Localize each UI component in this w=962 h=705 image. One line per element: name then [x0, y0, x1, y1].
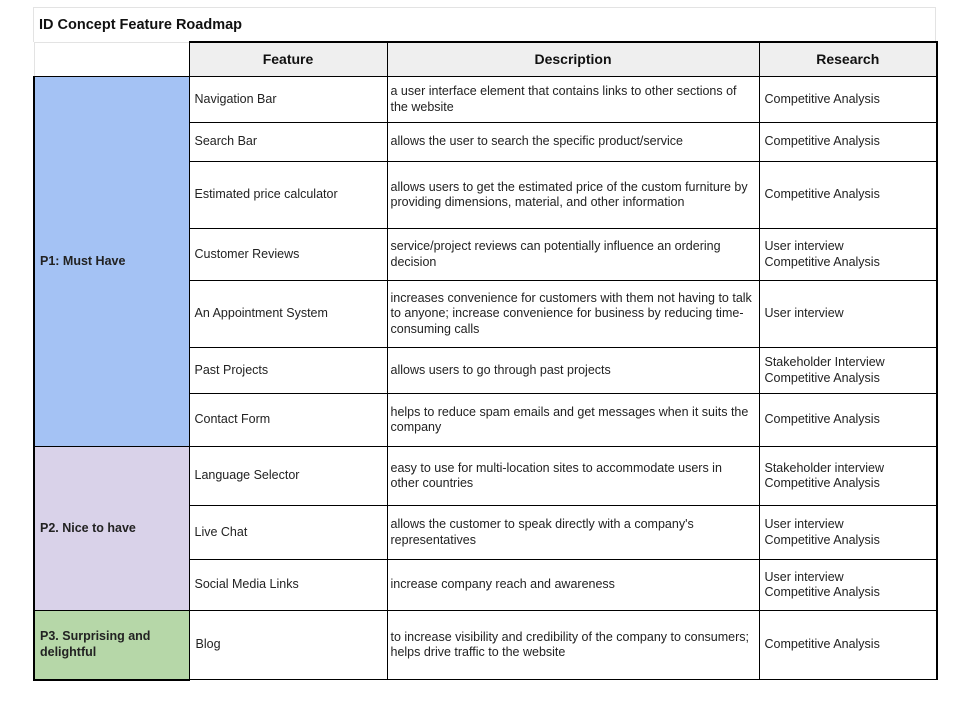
research-item: Competitive Analysis [764, 476, 880, 490]
research-item: User interview [764, 569, 844, 584]
research-item: User interview [764, 517, 844, 531]
research-item: Competitive Analysis [764, 91, 880, 106]
research-cell [759, 123, 937, 162]
description-cell: helps to reduce spam emails and get messages when it suits the company [387, 394, 759, 447]
research-item: Competitive Analysis [764, 585, 880, 599]
research-item: Competitive Analysis [764, 532, 880, 547]
description-cell: allows users to go through past projects [387, 348, 759, 394]
feature-cell: Contact Form [189, 394, 387, 447]
research-item: Stakeholder Interview [764, 355, 885, 369]
feature-cell: Search Bar [189, 123, 387, 162]
roadmap-table [33, 41, 938, 681]
header-description: Description [387, 42, 759, 77]
research-item: Competitive Analysis [764, 412, 880, 427]
research-cell [759, 77, 937, 123]
description-cell: easy to use for multi-location sites to accommodate users in other countries [387, 447, 759, 506]
research-cell [759, 560, 937, 611]
feature-cell: Estimated price calculator [189, 162, 387, 229]
priority-cell: P2. Nice to have [34, 447, 189, 611]
feature-cell: Blog [189, 611, 387, 680]
table-row [34, 77, 937, 123]
header-research: Research [759, 42, 937, 77]
description-cell: increase company reach and awareness [387, 560, 759, 611]
research-item: User interview [764, 239, 844, 253]
research-cell [759, 229, 937, 281]
research-item: Competitive Analysis [764, 134, 880, 149]
table-row [34, 447, 937, 506]
description-cell: increases convenience for customers with them not having to talk to anyone; increase convenience for business by reducing time-consuming calls [387, 281, 759, 348]
header-priority-blank [34, 42, 189, 77]
research-cell [759, 447, 937, 506]
header-feature: Feature [189, 42, 387, 77]
research-item: Competitive Analysis [764, 254, 880, 269]
feature-cell: Language Selector [189, 447, 387, 506]
research-cell [759, 162, 937, 229]
feature-cell: Customer Reviews [189, 229, 387, 281]
feature-cell: Navigation Bar [189, 77, 387, 123]
description-cell: a user interface element that contains links to other sections of the website [387, 77, 759, 123]
roadmap-body [34, 77, 937, 680]
research-item: Stakeholder interview [764, 460, 885, 475]
research-cell [759, 348, 937, 394]
description-cell: to increase visibility and credibility of the company to consumers; helps drive traffic to the website [387, 611, 759, 680]
description-cell: allows users to get the estimated price of the custom furniture by providing dimensions, material, and other information [387, 162, 759, 229]
header-row [34, 42, 937, 77]
description-cell: service/project reviews can potentially influence an ordering decision [387, 229, 759, 281]
feature-cell: Social Media Links [189, 560, 387, 611]
description-cell: allows the user to search the specific product/service [387, 123, 759, 162]
research-cell [759, 281, 937, 348]
research-cell [759, 506, 937, 560]
description-cell: allows the customer to speak directly with a company's representatives [387, 506, 759, 560]
priority-cell: P1: Must Have [34, 77, 189, 447]
research-item: Competitive Analysis [764, 187, 880, 202]
research-item: Competitive Analysis [764, 370, 880, 385]
feature-cell: An Appointment System [189, 281, 387, 348]
research-cell [759, 394, 937, 447]
research-cell [759, 611, 937, 680]
research-item: Competitive Analysis [764, 637, 880, 652]
feature-cell: Live Chat [189, 506, 387, 560]
research-item: User interview [764, 306, 844, 321]
feature-cell: Past Projects [189, 348, 387, 394]
sheet-title: ID Concept Feature Roadmap [33, 7, 936, 42]
priority-cell: P3. Surprising and delightful [34, 611, 189, 680]
table-row [34, 611, 937, 680]
